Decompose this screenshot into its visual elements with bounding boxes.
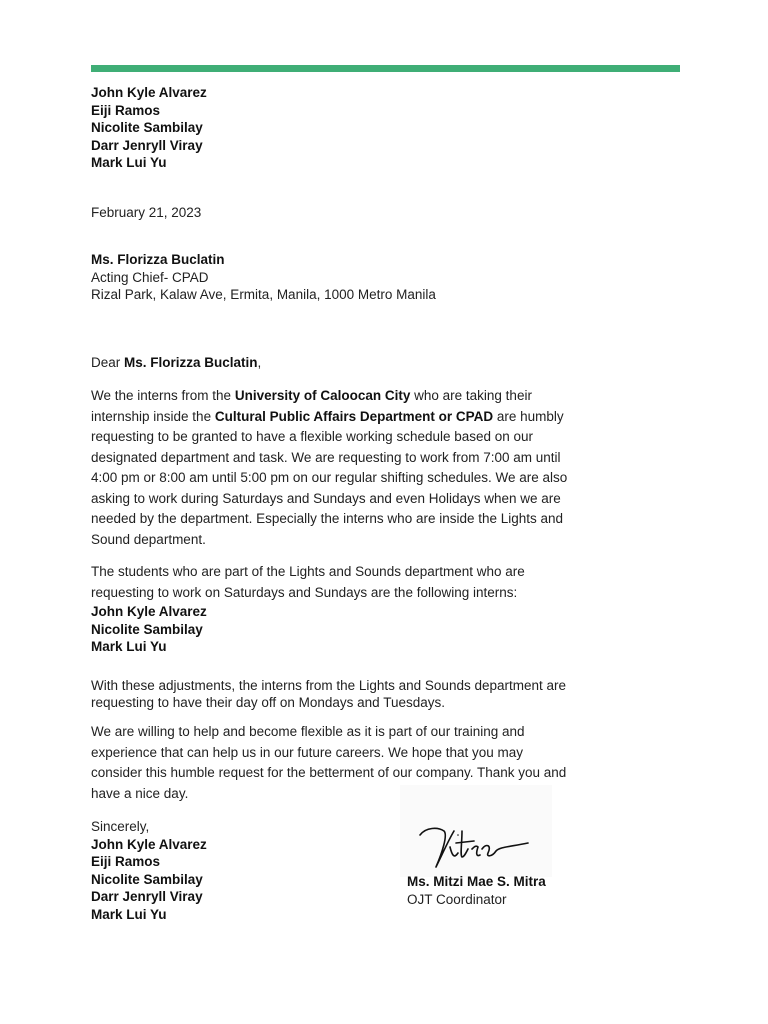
intern-name: John Kyle Alvarez <box>91 604 207 619</box>
intern-list <box>91 603 207 656</box>
date-text: February 21, 2023 <box>91 205 202 220</box>
p1-text-a: We the interns from the <box>91 388 235 403</box>
department-name: Cultural Public Affairs Department or CPAD <box>214 408 494 424</box>
recipient-title: Acting Chief- CPAD <box>91 269 209 285</box>
sender-name: Nicolite Sambilay <box>91 120 203 135</box>
sender-name: Darr Jenryll Viray <box>91 137 203 153</box>
recipient-block <box>91 251 436 304</box>
sender-name: John Kyle Alvarez <box>91 85 207 100</box>
recipient-name: Ms. Florizza Buclatin <box>91 252 225 267</box>
p2-text: The students who are part of the Lights and Sounds department who are requesting to work on Saturdays and Sundays are the following interns: <box>91 564 525 600</box>
p3-text: With these adjustments, the interns from the Lights and Sounds department are requesting to have their day off on Mondays and Tuesdays. <box>91 678 567 710</box>
signature-drawing <box>416 825 534 871</box>
intern-name: Nicolite Sambilay <box>91 621 203 637</box>
p4-text: We are willing to help and become flexible as it is part of our training and experience that can help us in our future careers. We hope that you may consider this humble request for the betterment of our company. Thank you and have a nice day. <box>91 724 567 801</box>
body-paragraph-2 <box>91 562 571 603</box>
p1-text-b: who are taking their internship inside the <box>91 388 532 424</box>
closing-text: Sincerely, <box>91 819 150 834</box>
sender-name: Mark Lui Yu <box>91 155 167 170</box>
signatory-name: Mark Lui Yu <box>91 906 167 922</box>
coordinator-block <box>407 873 546 908</box>
signatory-name: Darr Jenryll Viray <box>91 889 203 904</box>
salutation-prefix: Dear <box>91 355 125 370</box>
p1-text-c: are humbly requesting to be granted to have a flexible working schedule based on our designated department and task. We are requesting to work from 7:00 am until 4:00 pm or 8:00 am until 5:00 pm on our regular shifting schedules. We are also asking to work during Saturdays and Sundays and even Holidays when we are needed by the department. Especially the interns who are inside the Lights and Sound department. <box>91 408 568 547</box>
sender-name: Eiji Ramos <box>91 102 161 118</box>
recipient-address: Rizal Park, Kalaw Ave, Ermita, Manila, 1000 Metro Manila <box>91 287 436 302</box>
salutation <box>91 354 261 372</box>
closing-block <box>91 818 207 923</box>
signatory-name: Nicolite Sambilay <box>91 871 203 887</box>
body-paragraph-3 <box>91 677 571 711</box>
signatory-name: Eiji Ramos <box>91 854 161 869</box>
signatory-name: John Kyle Alvarez <box>91 836 207 852</box>
handwritten-signature <box>400 785 552 877</box>
salutation-name: Ms. Florizza Buclatin <box>124 355 258 370</box>
coordinator-title: OJT Coordinator <box>407 891 507 907</box>
sender-list <box>91 84 207 172</box>
intern-name: Mark Lui Yu <box>91 639 167 654</box>
university-name: University of Caloocan City <box>234 388 411 403</box>
body-paragraph-1 <box>91 386 571 550</box>
coordinator-name: Ms. Mitzi Mae S. Mitra <box>407 874 546 889</box>
letter-date <box>91 204 201 222</box>
header-accent-bar <box>91 65 680 72</box>
salutation-suffix: , <box>257 355 262 370</box>
